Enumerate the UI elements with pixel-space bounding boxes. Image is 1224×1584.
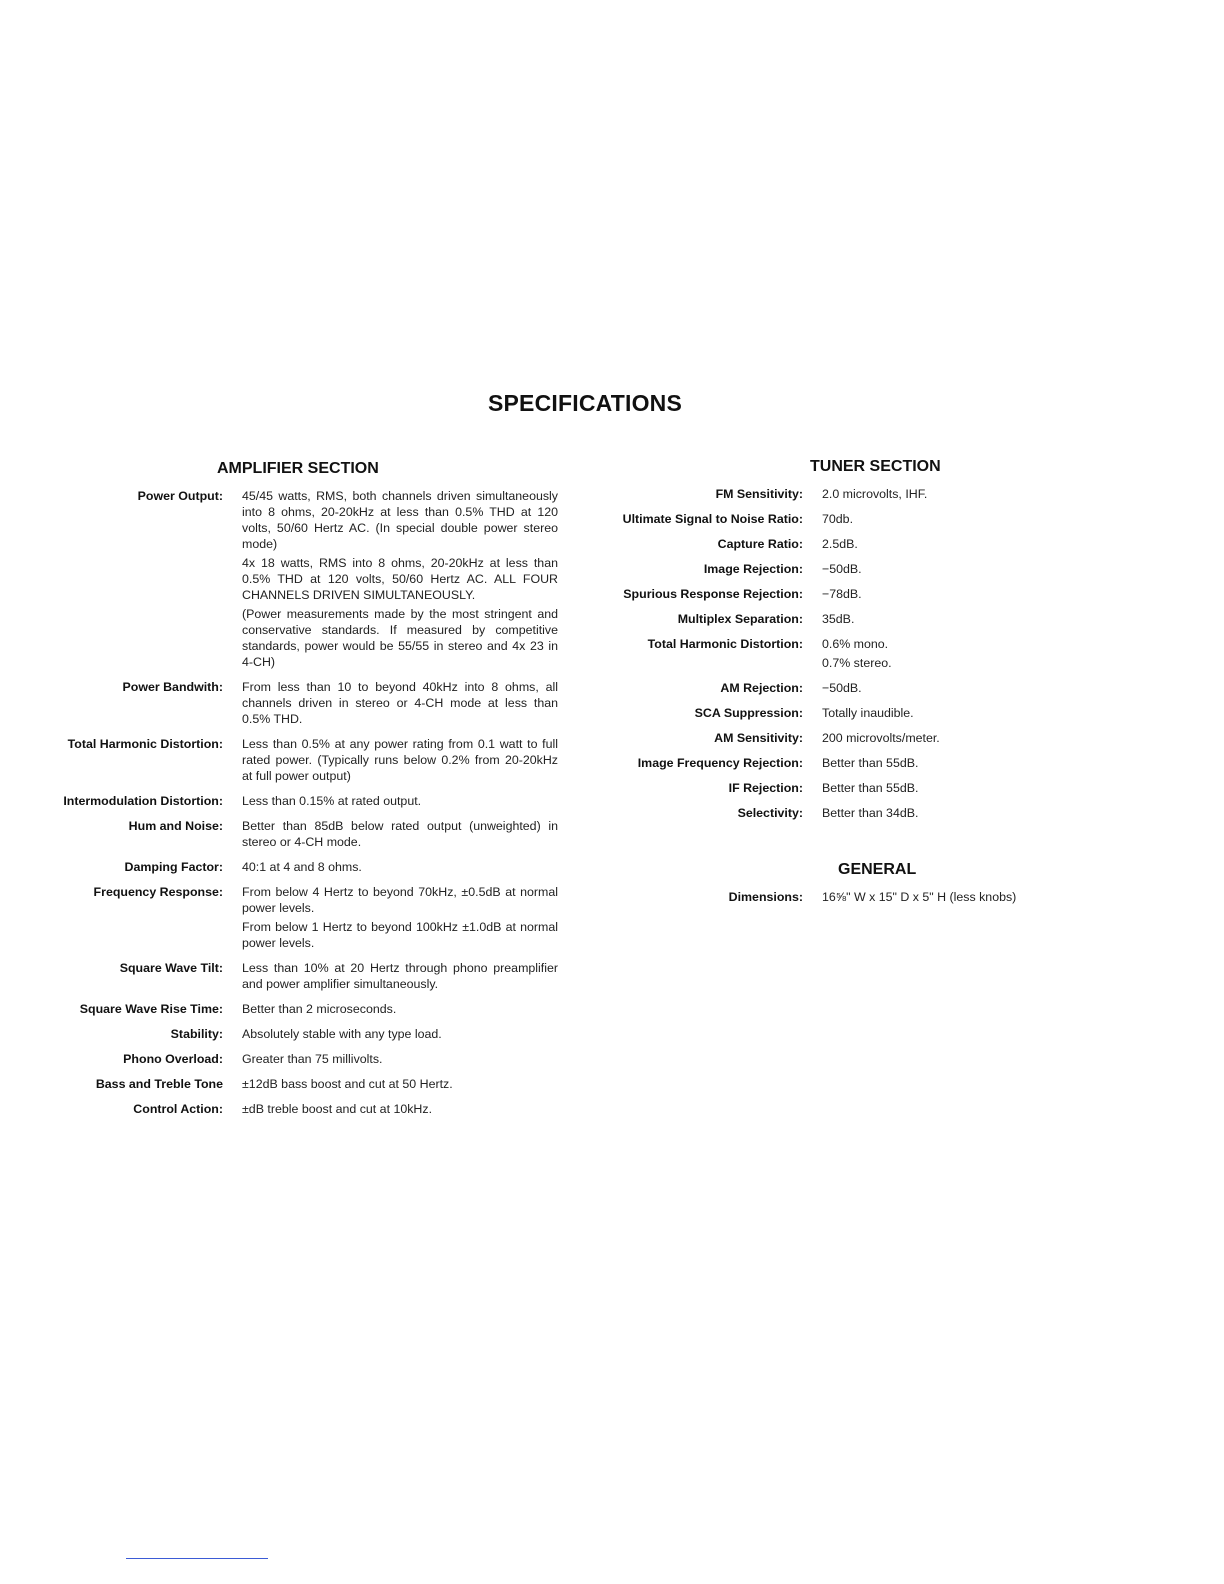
- spec-label: Ultimate Signal to Noise Ratio:: [622, 512, 803, 526]
- spec-value-line: 0.6% mono.: [822, 637, 889, 651]
- spec-label: Square Wave Tilt:: [119, 961, 223, 975]
- spec-row: [580, 486, 1082, 502]
- spec-value: [822, 561, 1082, 577]
- spec-value: [822, 680, 1082, 696]
- spec-label: Dimensions:: [728, 890, 803, 904]
- spec-label: AM Rejection:: [720, 681, 803, 695]
- spec-value-line: From below 4 Hertz to beyond 70kHz, ±0.5dB at normal power levels.: [242, 885, 558, 915]
- spec-label: Square Wave Rise Time:: [79, 1002, 223, 1016]
- spec-value: [822, 705, 1082, 721]
- spec-label: Bass and Treble Tone: [95, 1077, 223, 1091]
- spec-value-line: Greater than 75 millivolts.: [242, 1052, 383, 1066]
- spec-label: Total Harmonic Distortion:: [647, 637, 803, 651]
- footer-rule: [126, 1558, 268, 1559]
- spec-row: [28, 1076, 558, 1092]
- spec-row: [28, 818, 558, 850]
- spec-row: [28, 1001, 558, 1017]
- spec-value: [822, 636, 1082, 671]
- spec-row: [28, 736, 558, 784]
- amplifier-spec-list: [28, 488, 558, 1117]
- spec-label: Hum and Noise:: [128, 819, 223, 833]
- spec-value: [822, 511, 1082, 527]
- spec-row: [580, 511, 1082, 527]
- spec-label: AM Sensitivity:: [714, 731, 803, 745]
- spec-value-line: Absolutely stable with any type load.: [242, 1027, 442, 1041]
- spec-value: [822, 486, 1082, 502]
- spec-value-line: Less than 10% at 20 Hertz through phono preamplifier and power amplifier simultaneously.: [242, 961, 558, 991]
- spec-label: Total Harmonic Distortion:: [67, 737, 223, 751]
- spec-label: Power Bandwith:: [122, 680, 223, 694]
- spec-value-line: −50dB.: [822, 681, 862, 695]
- spec-row: [28, 960, 558, 992]
- spec-label: Spurious Response Rejection:: [623, 587, 803, 601]
- spec-value: [242, 884, 558, 951]
- spec-row: [28, 1101, 558, 1117]
- spec-row: [580, 730, 1082, 746]
- spec-value-line: ±dB treble boost and cut at 10kHz.: [242, 1102, 433, 1116]
- spec-value-line: −50dB.: [822, 562, 862, 576]
- spec-value: [242, 793, 558, 809]
- spec-value-line: 2.0 microvolts, IHF.: [822, 487, 928, 501]
- tuner-section-heading: TUNER SECTION: [810, 458, 941, 475]
- spec-row: [28, 1026, 558, 1042]
- spec-value-line: Totally inaudible.: [822, 706, 914, 720]
- spec-row: [28, 859, 558, 875]
- spec-value-line: 0.7% stereo.: [822, 656, 892, 670]
- spec-value: [822, 780, 1082, 796]
- spec-value-line: 4x 18 watts, RMS into 8 ohms, 20-20kHz at less than 0.5% THD at 120 volts, 50/60 Hertz AC. ALL FOUR CHANNELS DRIVEN SIMULTANEOUSLY.: [242, 556, 558, 602]
- spec-value-line: 2.5dB.: [822, 537, 858, 551]
- spec-value-line: 16⅝" W x 15" D x 5" H (less knobs): [822, 890, 1017, 904]
- spec-value: [822, 536, 1082, 552]
- spec-label: FM Sensitivity:: [715, 487, 803, 501]
- spec-value-line: 200 microvolts/meter.: [822, 731, 940, 745]
- spec-value: [822, 586, 1082, 602]
- spec-row: [28, 488, 558, 670]
- spec-value-line: Less than 0.15% at rated output.: [242, 794, 422, 808]
- spec-label: Image Frequency Rejection:: [637, 756, 803, 770]
- tuner-spec-list: [580, 486, 1082, 821]
- spec-value: [242, 1076, 558, 1092]
- spec-value: [822, 755, 1082, 771]
- spec-row: [580, 805, 1082, 821]
- spec-value-line: (Power measurements made by the most stringent and conservative standards. If measured by competitive standards, power would be 55/55 in stereo and 4x 23 in 4-CH): [242, 607, 558, 669]
- spec-label: Selectivity:: [737, 806, 803, 820]
- spec-value: [822, 730, 1082, 746]
- spec-value-line: Better than 85dB below rated output (unweighted) in stereo or 4-CH mode.: [242, 819, 558, 849]
- spec-label: Stability:: [170, 1027, 223, 1041]
- spec-row: [580, 586, 1082, 602]
- spec-row: [580, 780, 1082, 796]
- spec-value: [242, 736, 558, 784]
- spec-value: [822, 805, 1082, 821]
- page-title: SPECIFICATIONS: [487, 390, 683, 416]
- spec-label: Control Action:: [133, 1102, 223, 1116]
- spec-row: [28, 1051, 558, 1067]
- spec-row: [580, 611, 1082, 627]
- spec-value-line: Better than 55dB.: [822, 781, 919, 795]
- spec-label: Phono Overload:: [123, 1052, 223, 1066]
- spec-label: Image Rejection:: [703, 562, 803, 576]
- spec-row: [580, 755, 1082, 771]
- spec-value-line: 45/45 watts, RMS, both channels driven simultaneously into 8 ohms, 20-20kHz at less than 0.5% THD at 120 volts, 50/60 Hertz AC. (In special double power stereo mode): [242, 489, 558, 551]
- spec-value: [242, 1001, 558, 1017]
- spec-value-line: Better than 55dB.: [822, 756, 919, 770]
- general-section-heading: GENERAL: [838, 861, 917, 878]
- spec-value-line: Better than 34dB.: [822, 806, 919, 820]
- spec-value-line: From less than 10 to beyond 40kHz into 8 ohms, all channels driven in stereo or 4-CH mode at less than 0.5% THD.: [242, 680, 558, 726]
- spec-row: [28, 679, 558, 727]
- spec-value: [242, 859, 558, 875]
- spec-label: SCA Suppression:: [694, 706, 803, 720]
- spec-label: Multiplex Separation:: [677, 612, 803, 626]
- spec-label: Capture Ratio:: [717, 537, 803, 551]
- spec-value: [242, 679, 558, 727]
- spec-value-line: Better than 2 microseconds.: [242, 1002, 397, 1016]
- spec-value-line: −78dB.: [822, 587, 862, 601]
- spec-value: [242, 1051, 558, 1067]
- spec-value-line: From below 1 Hertz to beyond 100kHz ±1.0dB at normal power levels.: [242, 920, 558, 950]
- spec-value: [242, 960, 558, 992]
- spec-row: [28, 884, 558, 951]
- spec-value: [242, 488, 558, 670]
- spec-label: IF Rejection:: [728, 781, 803, 795]
- amplifier-section-heading: AMPLIFIER SECTION: [217, 460, 379, 477]
- spec-value-line: ±12dB bass boost and cut at 50 Hertz.: [242, 1077, 453, 1091]
- spec-row: [580, 536, 1082, 552]
- spec-row: [28, 793, 558, 809]
- general-spec-list: [580, 889, 1082, 905]
- spec-value-line: 35dB.: [822, 612, 855, 626]
- spec-value: [822, 611, 1082, 627]
- spec-label: Intermodulation Distortion:: [63, 794, 223, 808]
- spec-row: [580, 889, 1082, 905]
- spec-value: [242, 1101, 558, 1117]
- spec-value: [822, 889, 1082, 905]
- spec-label: Damping Factor:: [124, 860, 223, 874]
- spec-row: [580, 680, 1082, 696]
- spec-value-line: 70db.: [822, 512, 854, 526]
- spec-row: [580, 636, 1082, 671]
- spec-row: [580, 561, 1082, 577]
- spec-row: [580, 705, 1082, 721]
- spec-value: [242, 818, 558, 850]
- spec-label: Frequency Response:: [93, 885, 223, 899]
- spec-value-line: 40:1 at 4 and 8 ohms.: [242, 860, 362, 874]
- spec-value: [242, 1026, 558, 1042]
- spec-value-line: Less than 0.5% at any power rating from 0.1 watt to full rated power. (Typically runs below 0.2% from 20-20kHz at full power output): [242, 737, 558, 783]
- spec-label: Power Output:: [137, 489, 223, 503]
